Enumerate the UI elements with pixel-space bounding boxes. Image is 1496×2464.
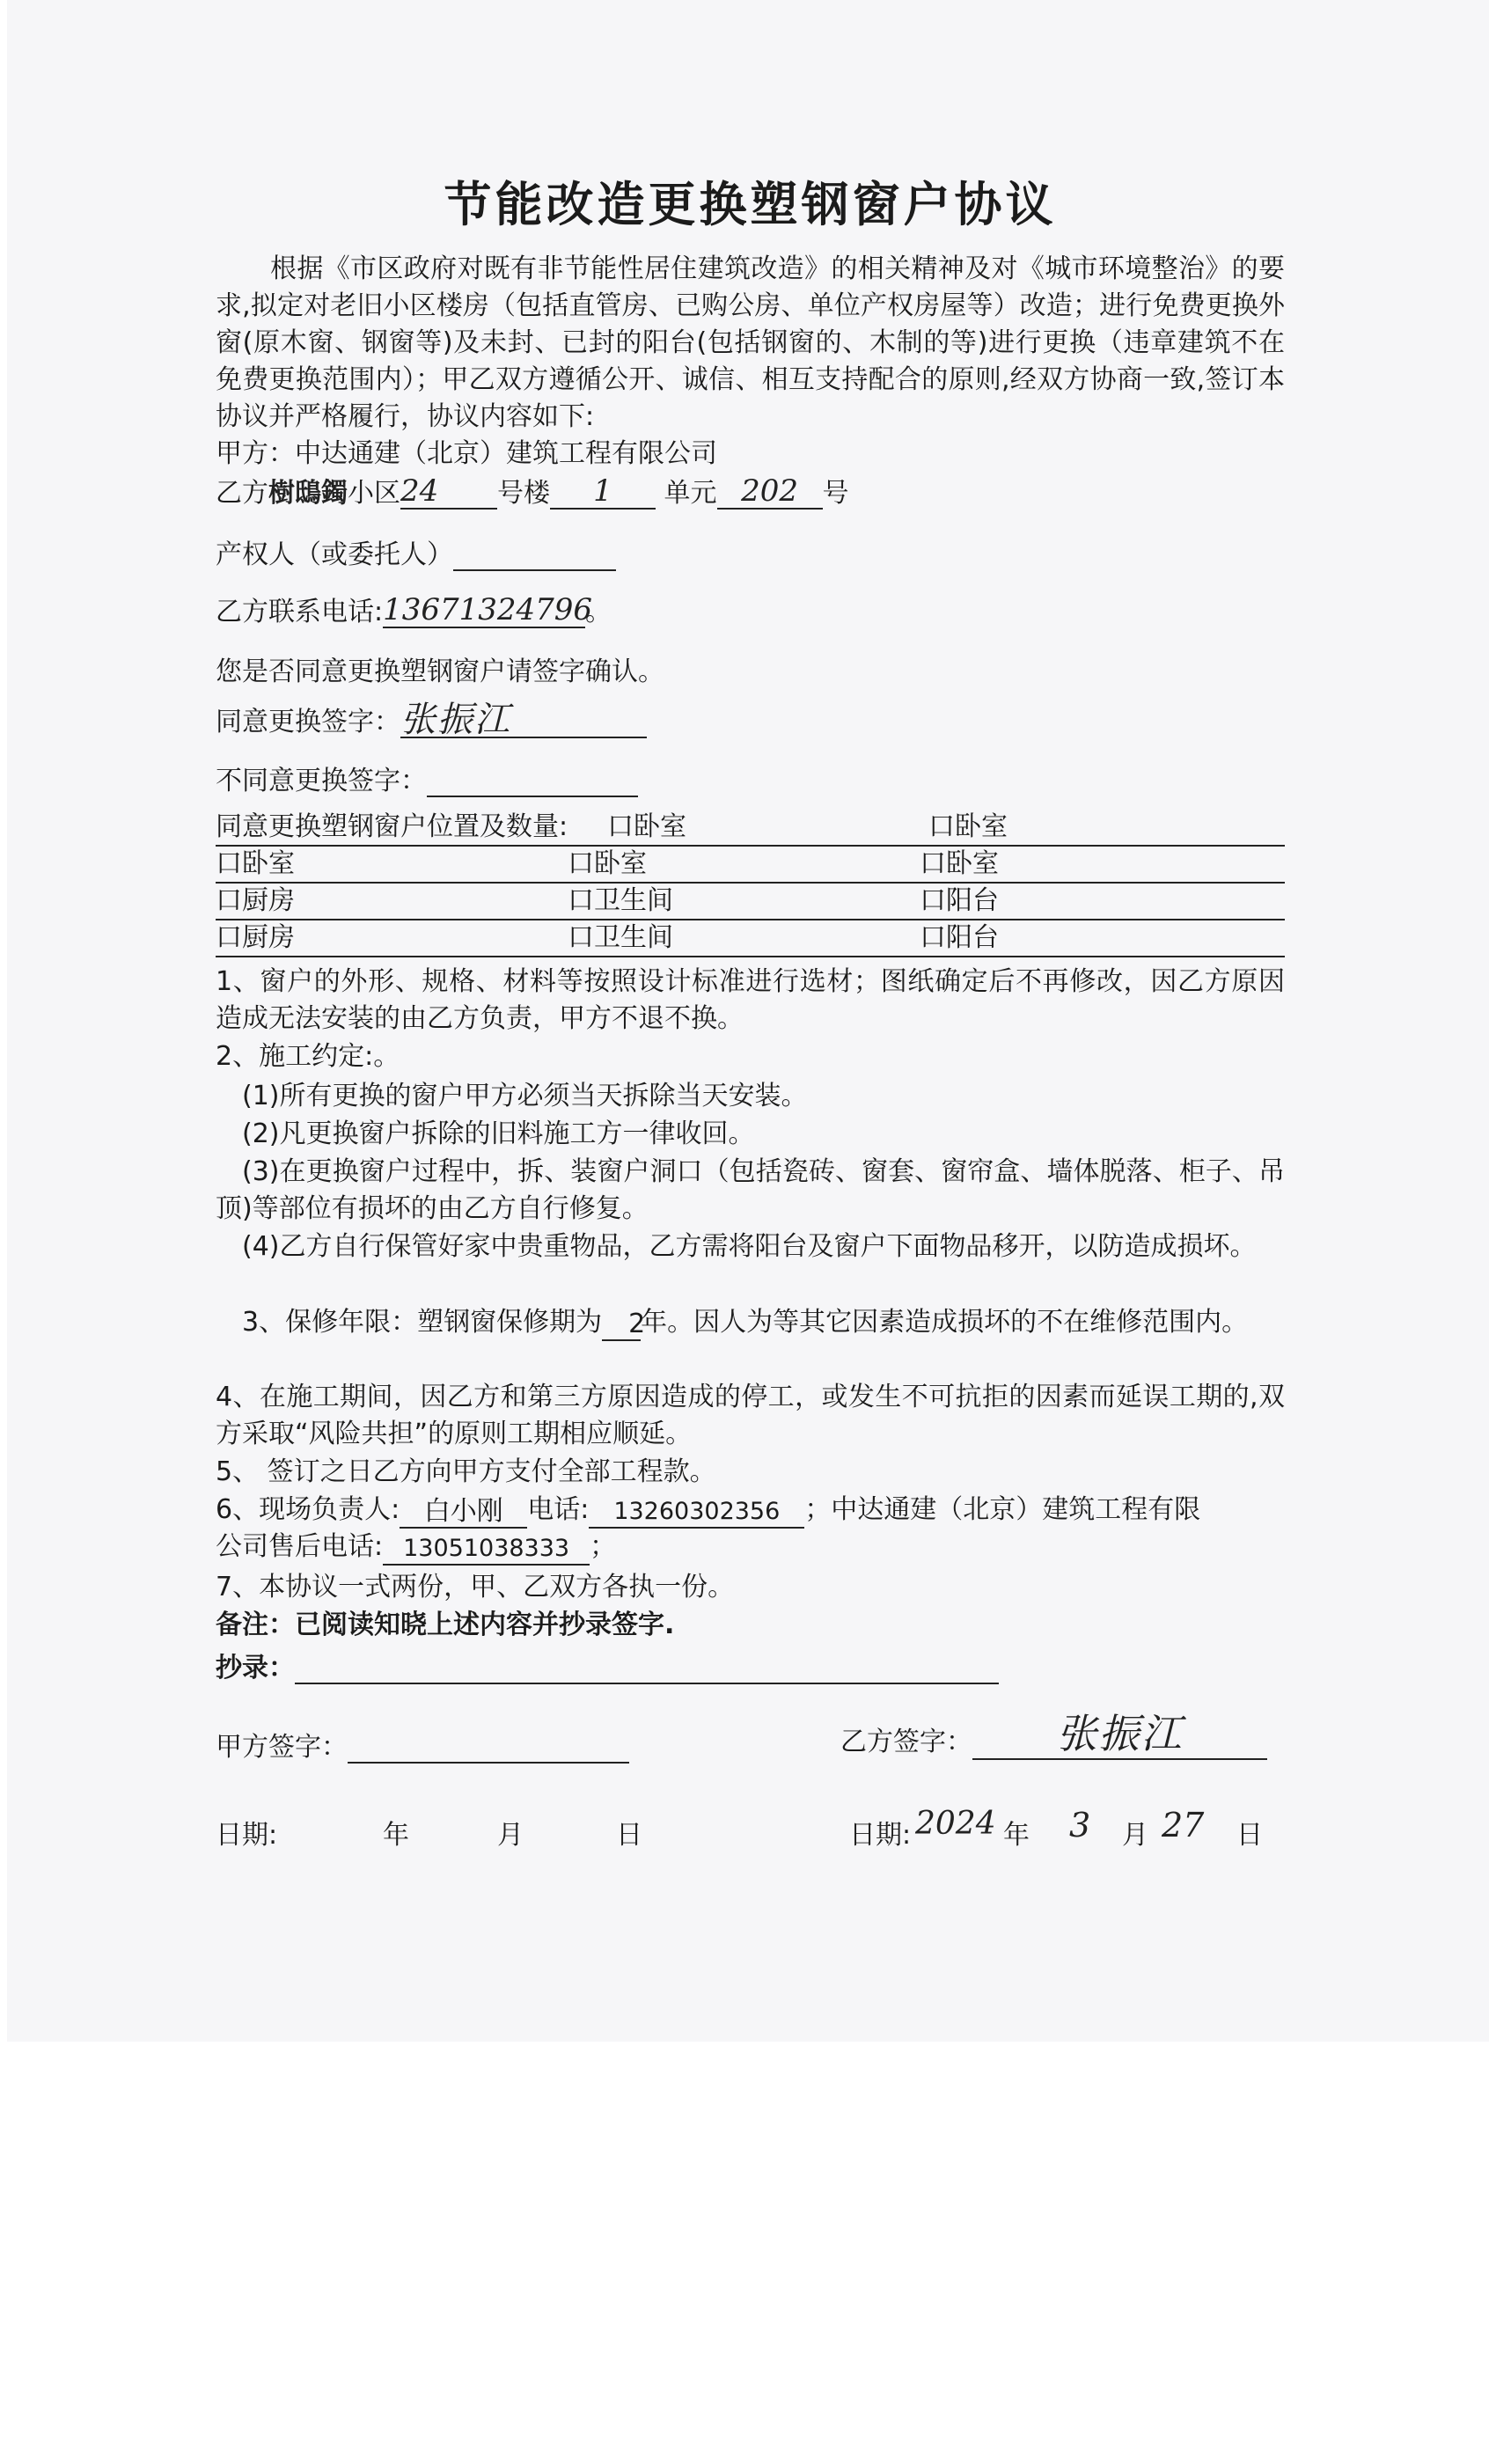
phone-suffix: 。 <box>585 597 612 627</box>
community-name: 樹鴟鐲 <box>268 478 348 509</box>
clause-2-4: (4)乙方自行保管好家中贵重物品，乙方需将阳台及窗户下面物品移开，以防造成损坏。 <box>242 1231 1257 1262</box>
party-a-date <box>216 1813 642 1851</box>
phone-label: 乙方联系电话: <box>216 597 384 627</box>
clause-6-text-e: ； <box>590 1531 617 1562</box>
phone-field: 13671324796 <box>383 592 593 627</box>
clause-3-text-b: 年。因人为等其它因素造成损坏的不在维修范围内。 <box>641 1307 1249 1338</box>
window-option: 口卫生间 <box>568 885 673 916</box>
party-a-line: 甲方：中达通建（北京）建筑工程有限公司 <box>216 438 717 469</box>
phone-line <box>216 590 612 628</box>
clause-4: 4、在施工期间，因乙方和第三方原因造成的停工，或发生不可抗拒的因素而延误工期的,双方采取“风险共担”的原则工期相应顺延。 <box>216 1382 1285 1449</box>
disagree-signature-field <box>427 762 638 797</box>
site-phone-field: 13260302356 <box>589 1497 804 1529</box>
party-b-signature: 张振江 <box>972 1709 1267 1760</box>
windows-label: 同意更换塑钢窗户位置及数量: <box>216 811 568 842</box>
day-label: 日 <box>1236 1820 1263 1851</box>
party-a-signature-field <box>348 1728 629 1764</box>
building-label: 号楼 <box>497 478 550 509</box>
window-row-2 <box>216 847 1285 884</box>
unit-number-field: 1 <box>550 474 656 510</box>
agree-label: 同意更换签字： <box>216 707 400 737</box>
clause-2-1: (1)所有更换的窗户甲方必须当天拆除当天安装。 <box>242 1081 808 1111</box>
window-option: 口厨房 <box>216 922 295 953</box>
day-label: 日 <box>616 1820 642 1851</box>
community-suffix: 小区 <box>348 478 400 509</box>
window-option: 口卧室 <box>920 848 999 879</box>
clause-2-2: (2)凡更换窗户拆除的旧料施工方一律收回。 <box>242 1118 755 1149</box>
party-b-line <box>216 471 849 510</box>
agree-signature: 张振江 <box>400 703 647 738</box>
window-option: 口卧室 <box>607 811 686 842</box>
copy-label: 抄录： <box>216 1653 295 1683</box>
confirm-question: 您是否同意更换塑钢窗户请签字确认。 <box>216 656 664 687</box>
month-label: 月 <box>497 1820 524 1851</box>
clause-5: 5、 签订之日乙方向甲方支付全部工程款。 <box>216 1456 716 1487</box>
clause-7: 7、本协议一式两份，甲、乙双方各执一份。 <box>216 1572 735 1602</box>
party-b-signature-line <box>840 1709 1267 1760</box>
date-day-value: 27 <box>1162 1806 1205 1844</box>
disagree-label: 不同意更换签字： <box>216 766 427 796</box>
window-option: 口厨房 <box>216 885 295 916</box>
month-label: 月 <box>1122 1820 1148 1851</box>
date-month-value: 3 <box>1069 1806 1091 1844</box>
owner-line <box>216 532 616 571</box>
window-option: 口卧室 <box>216 848 295 879</box>
after-sales-phone-field: 13051038333 <box>383 1534 590 1566</box>
window-row-1 <box>216 810 1285 847</box>
window-option: 口卧室 <box>568 848 647 879</box>
room-number-field: 202 <box>717 474 823 510</box>
year-label: 年 <box>1003 1820 1030 1851</box>
room-label: 号 <box>822 478 849 509</box>
date-label: 日期: <box>216 1820 278 1851</box>
party-b-date <box>849 1806 1289 1851</box>
agree-line <box>216 700 647 738</box>
clause-3 <box>216 1304 1285 1341</box>
clause-6-text-c: ；中达通建（北京）建筑工程有限 <box>804 1494 1201 1525</box>
clause-2-3: (3)在更换窗户过程中，拆、装窗户洞口（包括瓷砖、窗套、窗帘盒、墙体脱落、柜子、吊顶)等部位有损坏的由乙方自行修复。 <box>216 1156 1285 1224</box>
intro-paragraph: 根据《市区政府对既有非节能性居住建筑改造》的相关精神及对《城市环境整治》的要求,拟定对老旧小区楼房（包括直管房、已购公房、单位产权房屋等）改造；进行免费更换外窗(原木窗、钢窗等)及未封、已封的阳台(包括钢窗的、木制的等)进行更换（违章建筑不在免费更换范围内）；甲乙双方遵循公开、诚信、相互支持配合的原则,经双方协商一致,签订本协议并严格履行，协议内容如下: <box>216 253 1285 432</box>
window-option: 口阳台 <box>920 922 999 953</box>
warranty-years-field: 2 <box>602 1309 641 1341</box>
clause-1: 1、窗户的外形、规格、材料等按照设计标准进行选材；图纸确定后不再修改，因乙方原因造成无法安装的由乙方负责，甲方不退不换。 <box>216 966 1285 1034</box>
building-number-field: 24 <box>400 474 497 510</box>
year-label: 年 <box>383 1820 409 1851</box>
window-option: 口阳台 <box>920 885 999 916</box>
copy-line <box>216 1646 999 1684</box>
clause-6 <box>216 1492 1285 1566</box>
party-b-sign-label: 乙方签字： <box>840 1727 972 1757</box>
disagree-line <box>216 759 638 797</box>
unit-label: 单元 <box>664 478 717 509</box>
clause-6-text-b: 电话: <box>527 1494 590 1525</box>
clause-3-text-a: 3、保修年限：塑钢窗保修期为 <box>242 1307 603 1338</box>
owner-field <box>453 536 616 571</box>
party-b-prefix: 乙方 <box>216 478 268 509</box>
site-manager-field: 白小刚 <box>400 1497 527 1529</box>
window-row-3 <box>216 884 1285 920</box>
party-a-sign-label: 甲方签字： <box>216 1732 348 1763</box>
party-a-signature-line <box>216 1725 629 1764</box>
clause-6-text-a: 6、现场负责人: <box>216 1494 400 1525</box>
document-title: 节能改造更换塑钢窗户协议 <box>444 176 1057 232</box>
date-year-value: 2024 <box>915 1806 996 1842</box>
agreement-document <box>216 167 1285 1851</box>
owner-label: 产权人（或委托人） <box>216 539 453 570</box>
window-row-4 <box>216 920 1285 957</box>
clause-6-text-d: 公司售后电话: <box>216 1531 384 1562</box>
note-line: 备注：已阅读知晓上述内容并抄录签字. <box>216 1610 675 1640</box>
copy-field <box>295 1649 999 1684</box>
window-option: 口卫生间 <box>568 922 673 953</box>
window-option: 口卧室 <box>928 811 1008 842</box>
date-label: 日期: <box>849 1820 912 1851</box>
clause-2: 2、施工约定:。 <box>216 1041 400 1072</box>
